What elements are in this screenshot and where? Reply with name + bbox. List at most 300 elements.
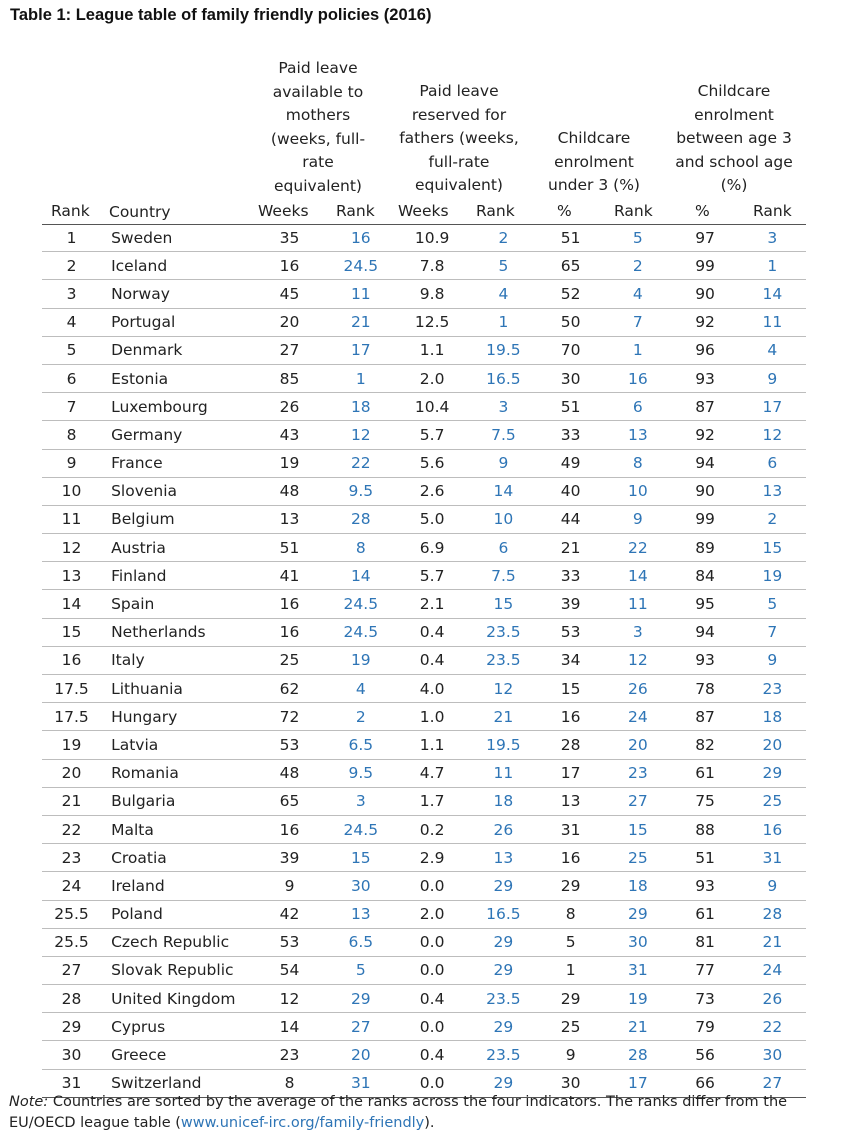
- cell-mothers-weeks: 53: [252, 731, 327, 759]
- cell-school-rank: 11: [739, 308, 806, 336]
- cell-fathers-weeks: 7.8: [394, 252, 469, 280]
- cell-school-pct: 94: [671, 449, 738, 477]
- cell-under3-pct: 13: [537, 787, 604, 815]
- table-row: [42, 477, 806, 505]
- cell-fathers-weeks: 12.5: [394, 308, 469, 336]
- header-fathers-line: full-rate: [428, 152, 490, 171]
- cell-fathers-weeks: 5.7: [394, 562, 469, 590]
- cell-mothers-rank: 27: [327, 1013, 394, 1041]
- cell-fathers-rank: 29: [470, 1069, 537, 1097]
- cell-school-pct: 89: [671, 534, 738, 562]
- note-label: Note:: [9, 1094, 49, 1110]
- cell-school-rank: 19: [739, 562, 806, 590]
- cell-mothers-rank: 28: [327, 505, 394, 533]
- cell-country: Latvia: [101, 731, 252, 759]
- cell-school-pct: 99: [671, 505, 738, 533]
- cell-country: Netherlands: [101, 618, 252, 646]
- cell-country: Switzerland: [101, 1069, 252, 1097]
- cell-under3-rank: 27: [604, 787, 671, 815]
- cell-school-rank: 22: [739, 1013, 806, 1041]
- cell-rank: 16: [42, 646, 101, 674]
- cell-school-pct: 75: [671, 787, 738, 815]
- cell-mothers-weeks: 43: [252, 421, 327, 449]
- cell-under3-rank: 7: [604, 308, 671, 336]
- cell-under3-rank: 20: [604, 731, 671, 759]
- cell-school-rank: 6: [739, 449, 806, 477]
- col-country: Country: [109, 203, 171, 221]
- header-mothers-line: available to: [272, 82, 364, 101]
- cell-fathers-rank: 23.5: [470, 1041, 537, 1069]
- cell-school-rank: 21: [739, 928, 806, 956]
- cell-fathers-weeks: 0.4: [394, 1041, 469, 1069]
- cell-school-pct: 92: [671, 308, 738, 336]
- cell-under3-pct: 40: [537, 477, 604, 505]
- cell-under3-pct: 44: [537, 505, 604, 533]
- col-mothers-weeks: Weeks: [258, 202, 309, 220]
- cell-under3-rank: 23: [604, 759, 671, 787]
- header-mothers-leave: [252, 57, 384, 198]
- cell-mothers-rank: 21: [327, 308, 394, 336]
- header-fathers-line: Paid leave: [419, 82, 499, 100]
- cell-under3-rank: 22: [604, 534, 671, 562]
- cell-country: Czech Republic: [101, 928, 252, 956]
- cell-fathers-rank: 2: [470, 224, 537, 252]
- col-under3-pct: %: [557, 202, 572, 220]
- cell-under3-rank: 18: [604, 872, 671, 900]
- cell-country: United Kingdom: [101, 985, 252, 1013]
- cell-under3-pct: 17: [537, 759, 604, 787]
- cell-school-pct: 84: [671, 562, 738, 590]
- cell-school-pct: 61: [671, 759, 738, 787]
- table-row: [42, 562, 806, 590]
- cell-fathers-weeks: 2.6: [394, 477, 469, 505]
- header-mothers-line: rate: [302, 153, 334, 171]
- cell-school-rank: 7: [739, 618, 806, 646]
- table-row: [42, 224, 806, 252]
- cell-under3-rank: 1: [604, 336, 671, 364]
- cell-country: France: [101, 449, 252, 477]
- cell-mothers-weeks: 39: [252, 844, 327, 872]
- header-fathers-line: fathers (weeks,: [399, 129, 519, 147]
- cell-mothers-rank: 24.5: [327, 590, 394, 618]
- table-row: [42, 675, 806, 703]
- cell-fathers-weeks: 0.4: [394, 985, 469, 1013]
- cell-fathers-rank: 12: [470, 675, 537, 703]
- cell-school-rank: 31: [739, 844, 806, 872]
- cell-rank: 27: [42, 956, 101, 984]
- cell-school-rank: 28: [739, 900, 806, 928]
- cell-school-rank: 4: [739, 336, 806, 364]
- cell-mothers-rank: 14: [327, 562, 394, 590]
- cell-under3-rank: 6: [604, 393, 671, 421]
- table-row: [42, 731, 806, 759]
- cell-under3-pct: 16: [537, 844, 604, 872]
- cell-school-pct: 73: [671, 985, 738, 1013]
- cell-under3-pct: 33: [537, 421, 604, 449]
- table-row: [42, 900, 806, 928]
- cell-fathers-rank: 23.5: [470, 985, 537, 1013]
- cell-rank: 23: [42, 844, 101, 872]
- table-title: Table 1: League table of family friendly policies (2016): [10, 6, 432, 24]
- cell-under3-rank: 25: [604, 844, 671, 872]
- table-row: [42, 844, 806, 872]
- cell-fathers-weeks: 0.4: [394, 646, 469, 674]
- cell-country: Finland: [101, 562, 252, 590]
- cell-rank: 1: [42, 224, 101, 252]
- cell-fathers-rank: 7.5: [470, 562, 537, 590]
- cell-rank: 22: [42, 815, 101, 843]
- cell-school-rank: 13: [739, 477, 806, 505]
- cell-under3-rank: 30: [604, 928, 671, 956]
- cell-school-pct: 61: [671, 900, 738, 928]
- cell-under3-pct: 53: [537, 618, 604, 646]
- cell-country: Hungary: [101, 703, 252, 731]
- cell-under3-pct: 31: [537, 815, 604, 843]
- cell-mothers-rank: 19: [327, 646, 394, 674]
- cell-school-rank: 9: [739, 364, 806, 392]
- cell-fathers-weeks: 1.1: [394, 731, 469, 759]
- cell-school-rank: 25: [739, 787, 806, 815]
- cell-fathers-weeks: 2.0: [394, 364, 469, 392]
- col-fathers-weeks: Weeks: [398, 202, 449, 220]
- header-mothers-line: equivalent): [274, 176, 362, 195]
- table-row: [42, 1013, 806, 1041]
- cell-mothers-rank: 6.5: [327, 928, 394, 956]
- cell-mothers-rank: 24.5: [327, 252, 394, 280]
- table-row: [42, 534, 806, 562]
- cell-fathers-weeks: 1.1: [394, 336, 469, 364]
- cell-school-pct: 56: [671, 1041, 738, 1069]
- note-link[interactable]: www.unicef-irc.org/family-friendly: [180, 1115, 425, 1131]
- cell-country: Bulgaria: [101, 787, 252, 815]
- table-row: [42, 421, 806, 449]
- cell-mothers-weeks: 48: [252, 759, 327, 787]
- cell-under3-rank: 5: [604, 224, 671, 252]
- header-school-line: enrolment: [694, 105, 774, 124]
- table-row: [42, 703, 806, 731]
- table-row: [42, 787, 806, 815]
- cell-rank: 30: [42, 1041, 101, 1069]
- header-childcare-3-school: [668, 80, 800, 198]
- cell-fathers-rank: 3: [470, 393, 537, 421]
- header-childcare-under3: [538, 127, 650, 198]
- cell-school-pct: 82: [671, 731, 738, 759]
- cell-fathers-rank: 29: [470, 1013, 537, 1041]
- cell-school-rank: 23: [739, 675, 806, 703]
- cell-mothers-rank: 24.5: [327, 815, 394, 843]
- cell-rank: 20: [42, 759, 101, 787]
- cell-country: Belgium: [101, 505, 252, 533]
- table-row: [42, 449, 806, 477]
- cell-under3-rank: 21: [604, 1013, 671, 1041]
- cell-school-rank: 9: [739, 872, 806, 900]
- cell-school-pct: 96: [671, 336, 738, 364]
- cell-fathers-weeks: 5.0: [394, 505, 469, 533]
- cell-school-rank: 16: [739, 815, 806, 843]
- cell-school-pct: 51: [671, 844, 738, 872]
- cell-mothers-weeks: 16: [252, 590, 327, 618]
- cell-mothers-weeks: 12: [252, 985, 327, 1013]
- cell-fathers-rank: 29: [470, 928, 537, 956]
- table-row: [42, 872, 806, 900]
- cell-country: Slovak Republic: [101, 956, 252, 984]
- cell-country: Poland: [101, 900, 252, 928]
- cell-fathers-rank: 18: [470, 787, 537, 815]
- cell-mothers-weeks: 72: [252, 703, 327, 731]
- cell-under3-pct: 51: [537, 224, 604, 252]
- header-under3-line: under 3 (%): [548, 176, 640, 194]
- cell-rank: 4: [42, 308, 101, 336]
- cell-rank: 15: [42, 618, 101, 646]
- cell-rank: 31: [42, 1069, 101, 1097]
- col-school-rank: Rank: [753, 202, 792, 220]
- cell-country: Croatia: [101, 844, 252, 872]
- cell-under3-pct: 16: [537, 703, 604, 731]
- cell-under3-rank: 17: [604, 1069, 671, 1097]
- cell-mothers-weeks: 23: [252, 1041, 327, 1069]
- header-school-line: and school age: [675, 152, 793, 171]
- cell-school-pct: 81: [671, 928, 738, 956]
- cell-mothers-rank: 12: [327, 421, 394, 449]
- cell-school-rank: 27: [739, 1069, 806, 1097]
- cell-school-pct: 66: [671, 1069, 738, 1097]
- cell-under3-pct: 30: [537, 1069, 604, 1097]
- cell-rank: 12: [42, 534, 101, 562]
- cell-school-pct: 93: [671, 872, 738, 900]
- cell-fathers-rank: 5: [470, 252, 537, 280]
- header-mothers-line: (weeks, full-: [270, 129, 366, 148]
- cell-under3-rank: 11: [604, 590, 671, 618]
- cell-rank: 3: [42, 280, 101, 308]
- cell-country: Sweden: [101, 224, 252, 252]
- cell-mothers-weeks: 27: [252, 336, 327, 364]
- cell-mothers-rank: 11: [327, 280, 394, 308]
- cell-under3-pct: 33: [537, 562, 604, 590]
- cell-country: Slovenia: [101, 477, 252, 505]
- cell-mothers-rank: 20: [327, 1041, 394, 1069]
- cell-under3-rank: 16: [604, 364, 671, 392]
- cell-school-pct: 79: [671, 1013, 738, 1041]
- cell-under3-rank: 10: [604, 477, 671, 505]
- cell-mothers-rank: 31: [327, 1069, 394, 1097]
- cell-school-rank: 14: [739, 280, 806, 308]
- table-row: [42, 1041, 806, 1069]
- col-under3-rank: Rank: [614, 202, 653, 220]
- cell-mothers-weeks: 35: [252, 224, 327, 252]
- cell-school-pct: 93: [671, 364, 738, 392]
- cell-mothers-rank: 17: [327, 336, 394, 364]
- col-rank: Rank: [51, 202, 90, 220]
- cell-mothers-weeks: 51: [252, 534, 327, 562]
- cell-school-rank: 15: [739, 534, 806, 562]
- cell-mothers-rank: 6.5: [327, 731, 394, 759]
- cell-rank: 24: [42, 872, 101, 900]
- cell-school-rank: 18: [739, 703, 806, 731]
- cell-mothers-rank: 1: [327, 364, 394, 392]
- cell-fathers-rank: 14: [470, 477, 537, 505]
- cell-mothers-rank: 15: [327, 844, 394, 872]
- cell-country: Denmark: [101, 336, 252, 364]
- cell-school-pct: 94: [671, 618, 738, 646]
- header-fathers-line: equivalent): [415, 176, 503, 194]
- header-school-line: Childcare: [697, 82, 771, 100]
- cell-school-rank: 30: [739, 1041, 806, 1069]
- cell-fathers-rank: 13: [470, 844, 537, 872]
- cell-fathers-weeks: 0.2: [394, 815, 469, 843]
- cell-mothers-weeks: 41: [252, 562, 327, 590]
- note-text: Countries are sorted by the average of the ranks across the four indicators. The ranks differ from the EU/OECD league table (: [9, 1094, 788, 1131]
- cell-fathers-weeks: 0.0: [394, 872, 469, 900]
- cell-rank: 25.5: [42, 900, 101, 928]
- cell-mothers-rank: 16: [327, 224, 394, 252]
- cell-rank: 19: [42, 731, 101, 759]
- cell-under3-rank: 28: [604, 1041, 671, 1069]
- cell-under3-pct: 28: [537, 731, 604, 759]
- cell-under3-pct: 52: [537, 280, 604, 308]
- cell-fathers-rank: 16.5: [470, 364, 537, 392]
- cell-school-pct: 87: [671, 703, 738, 731]
- table-row: [42, 985, 806, 1013]
- col-mothers-rank: Rank: [336, 202, 375, 220]
- cell-under3-pct: 25: [537, 1013, 604, 1041]
- cell-fathers-weeks: 4.7: [394, 759, 469, 787]
- cell-under3-pct: 39: [537, 590, 604, 618]
- cell-school-rank: 2: [739, 505, 806, 533]
- cell-school-pct: 99: [671, 252, 738, 280]
- cell-fathers-rank: 16.5: [470, 900, 537, 928]
- cell-fathers-weeks: 0.0: [394, 1069, 469, 1097]
- cell-under3-pct: 29: [537, 872, 604, 900]
- cell-under3-pct: 65: [537, 252, 604, 280]
- cell-fathers-rank: 7.5: [470, 421, 537, 449]
- cell-rank: 9: [42, 449, 101, 477]
- cell-school-pct: 92: [671, 421, 738, 449]
- cell-fathers-rank: 15: [470, 590, 537, 618]
- cell-school-rank: 20: [739, 731, 806, 759]
- cell-country: Italy: [101, 646, 252, 674]
- cell-mothers-rank: 4: [327, 675, 394, 703]
- cell-rank: 11: [42, 505, 101, 533]
- cell-under3-pct: 34: [537, 646, 604, 674]
- cell-under3-rank: 26: [604, 675, 671, 703]
- cell-mothers-rank: 9.5: [327, 759, 394, 787]
- header-fathers-line: reserved for: [411, 105, 507, 124]
- cell-mothers-rank: 30: [327, 872, 394, 900]
- cell-rank: 29: [42, 1013, 101, 1041]
- cell-mothers-weeks: 26: [252, 393, 327, 421]
- table-row: [42, 252, 806, 280]
- cell-mothers-rank: 22: [327, 449, 394, 477]
- cell-country: Spain: [101, 590, 252, 618]
- cell-mothers-rank: 13: [327, 900, 394, 928]
- cell-country: Malta: [101, 815, 252, 843]
- cell-mothers-weeks: 45: [252, 280, 327, 308]
- note-end: ).: [424, 1115, 435, 1131]
- cell-school-pct: 90: [671, 280, 738, 308]
- cell-school-pct: 78: [671, 675, 738, 703]
- cell-mothers-weeks: 25: [252, 646, 327, 674]
- cell-country: Germany: [101, 421, 252, 449]
- cell-mothers-rank: 5: [327, 956, 394, 984]
- cell-under3-pct: 9: [537, 1041, 604, 1069]
- cell-under3-rank: 12: [604, 646, 671, 674]
- cell-rank: 21: [42, 787, 101, 815]
- cell-fathers-rank: 4: [470, 280, 537, 308]
- cell-country: Estonia: [101, 364, 252, 392]
- cell-fathers-weeks: 10.9: [394, 224, 469, 252]
- header-mothers-line: mothers: [285, 106, 351, 124]
- cell-fathers-weeks: 5.7: [394, 421, 469, 449]
- cell-under3-rank: 31: [604, 956, 671, 984]
- cell-country: Lithuania: [101, 675, 252, 703]
- cell-fathers-rank: 1: [470, 308, 537, 336]
- cell-fathers-weeks: 0.0: [394, 928, 469, 956]
- cell-mothers-weeks: 19: [252, 449, 327, 477]
- cell-rank: 13: [42, 562, 101, 590]
- cell-mothers-weeks: 14: [252, 1013, 327, 1041]
- table-row: [42, 393, 806, 421]
- cell-under3-rank: 19: [604, 985, 671, 1013]
- cell-mothers-weeks: 48: [252, 477, 327, 505]
- table-row: [42, 308, 806, 336]
- cell-under3-pct: 29: [537, 985, 604, 1013]
- cell-country: Austria: [101, 534, 252, 562]
- cell-school-rank: 1: [739, 252, 806, 280]
- cell-fathers-rank: 19.5: [470, 731, 537, 759]
- cell-under3-pct: 15: [537, 675, 604, 703]
- cell-mothers-rank: 24.5: [327, 618, 394, 646]
- cell-under3-pct: 50: [537, 308, 604, 336]
- cell-fathers-rank: 26: [470, 815, 537, 843]
- cell-fathers-rank: 21: [470, 703, 537, 731]
- cell-country: Iceland: [101, 252, 252, 280]
- table-row: [42, 618, 806, 646]
- table-note: [9, 1092, 849, 1134]
- cell-fathers-rank: 11: [470, 759, 537, 787]
- cell-school-rank: 5: [739, 590, 806, 618]
- cell-fathers-weeks: 1.0: [394, 703, 469, 731]
- cell-country: Norway: [101, 280, 252, 308]
- cell-under3-rank: 24: [604, 703, 671, 731]
- cell-school-pct: 88: [671, 815, 738, 843]
- table-row: [42, 364, 806, 392]
- cell-fathers-weeks: 0.0: [394, 1013, 469, 1041]
- cell-mothers-weeks: 20: [252, 308, 327, 336]
- table-row: [42, 590, 806, 618]
- cell-fathers-rank: 19.5: [470, 336, 537, 364]
- cell-fathers-rank: 23.5: [470, 618, 537, 646]
- cell-mothers-weeks: 54: [252, 956, 327, 984]
- table-row: [42, 815, 806, 843]
- cell-country: Ireland: [101, 872, 252, 900]
- cell-under3-pct: 30: [537, 364, 604, 392]
- cell-mothers-weeks: 85: [252, 364, 327, 392]
- cell-under3-pct: 49: [537, 449, 604, 477]
- cell-school-pct: 87: [671, 393, 738, 421]
- cell-rank: 7: [42, 393, 101, 421]
- header-mothers-line: Paid leave: [278, 59, 358, 77]
- cell-under3-rank: 3: [604, 618, 671, 646]
- table-row: [42, 505, 806, 533]
- cell-mothers-weeks: 16: [252, 815, 327, 843]
- cell-fathers-rank: 9: [470, 449, 537, 477]
- cell-fathers-rank: 6: [470, 534, 537, 562]
- cell-mothers-weeks: 9: [252, 872, 327, 900]
- cell-country: Portugal: [101, 308, 252, 336]
- cell-mothers-weeks: 16: [252, 618, 327, 646]
- cell-fathers-weeks: 10.4: [394, 393, 469, 421]
- cell-under3-rank: 4: [604, 280, 671, 308]
